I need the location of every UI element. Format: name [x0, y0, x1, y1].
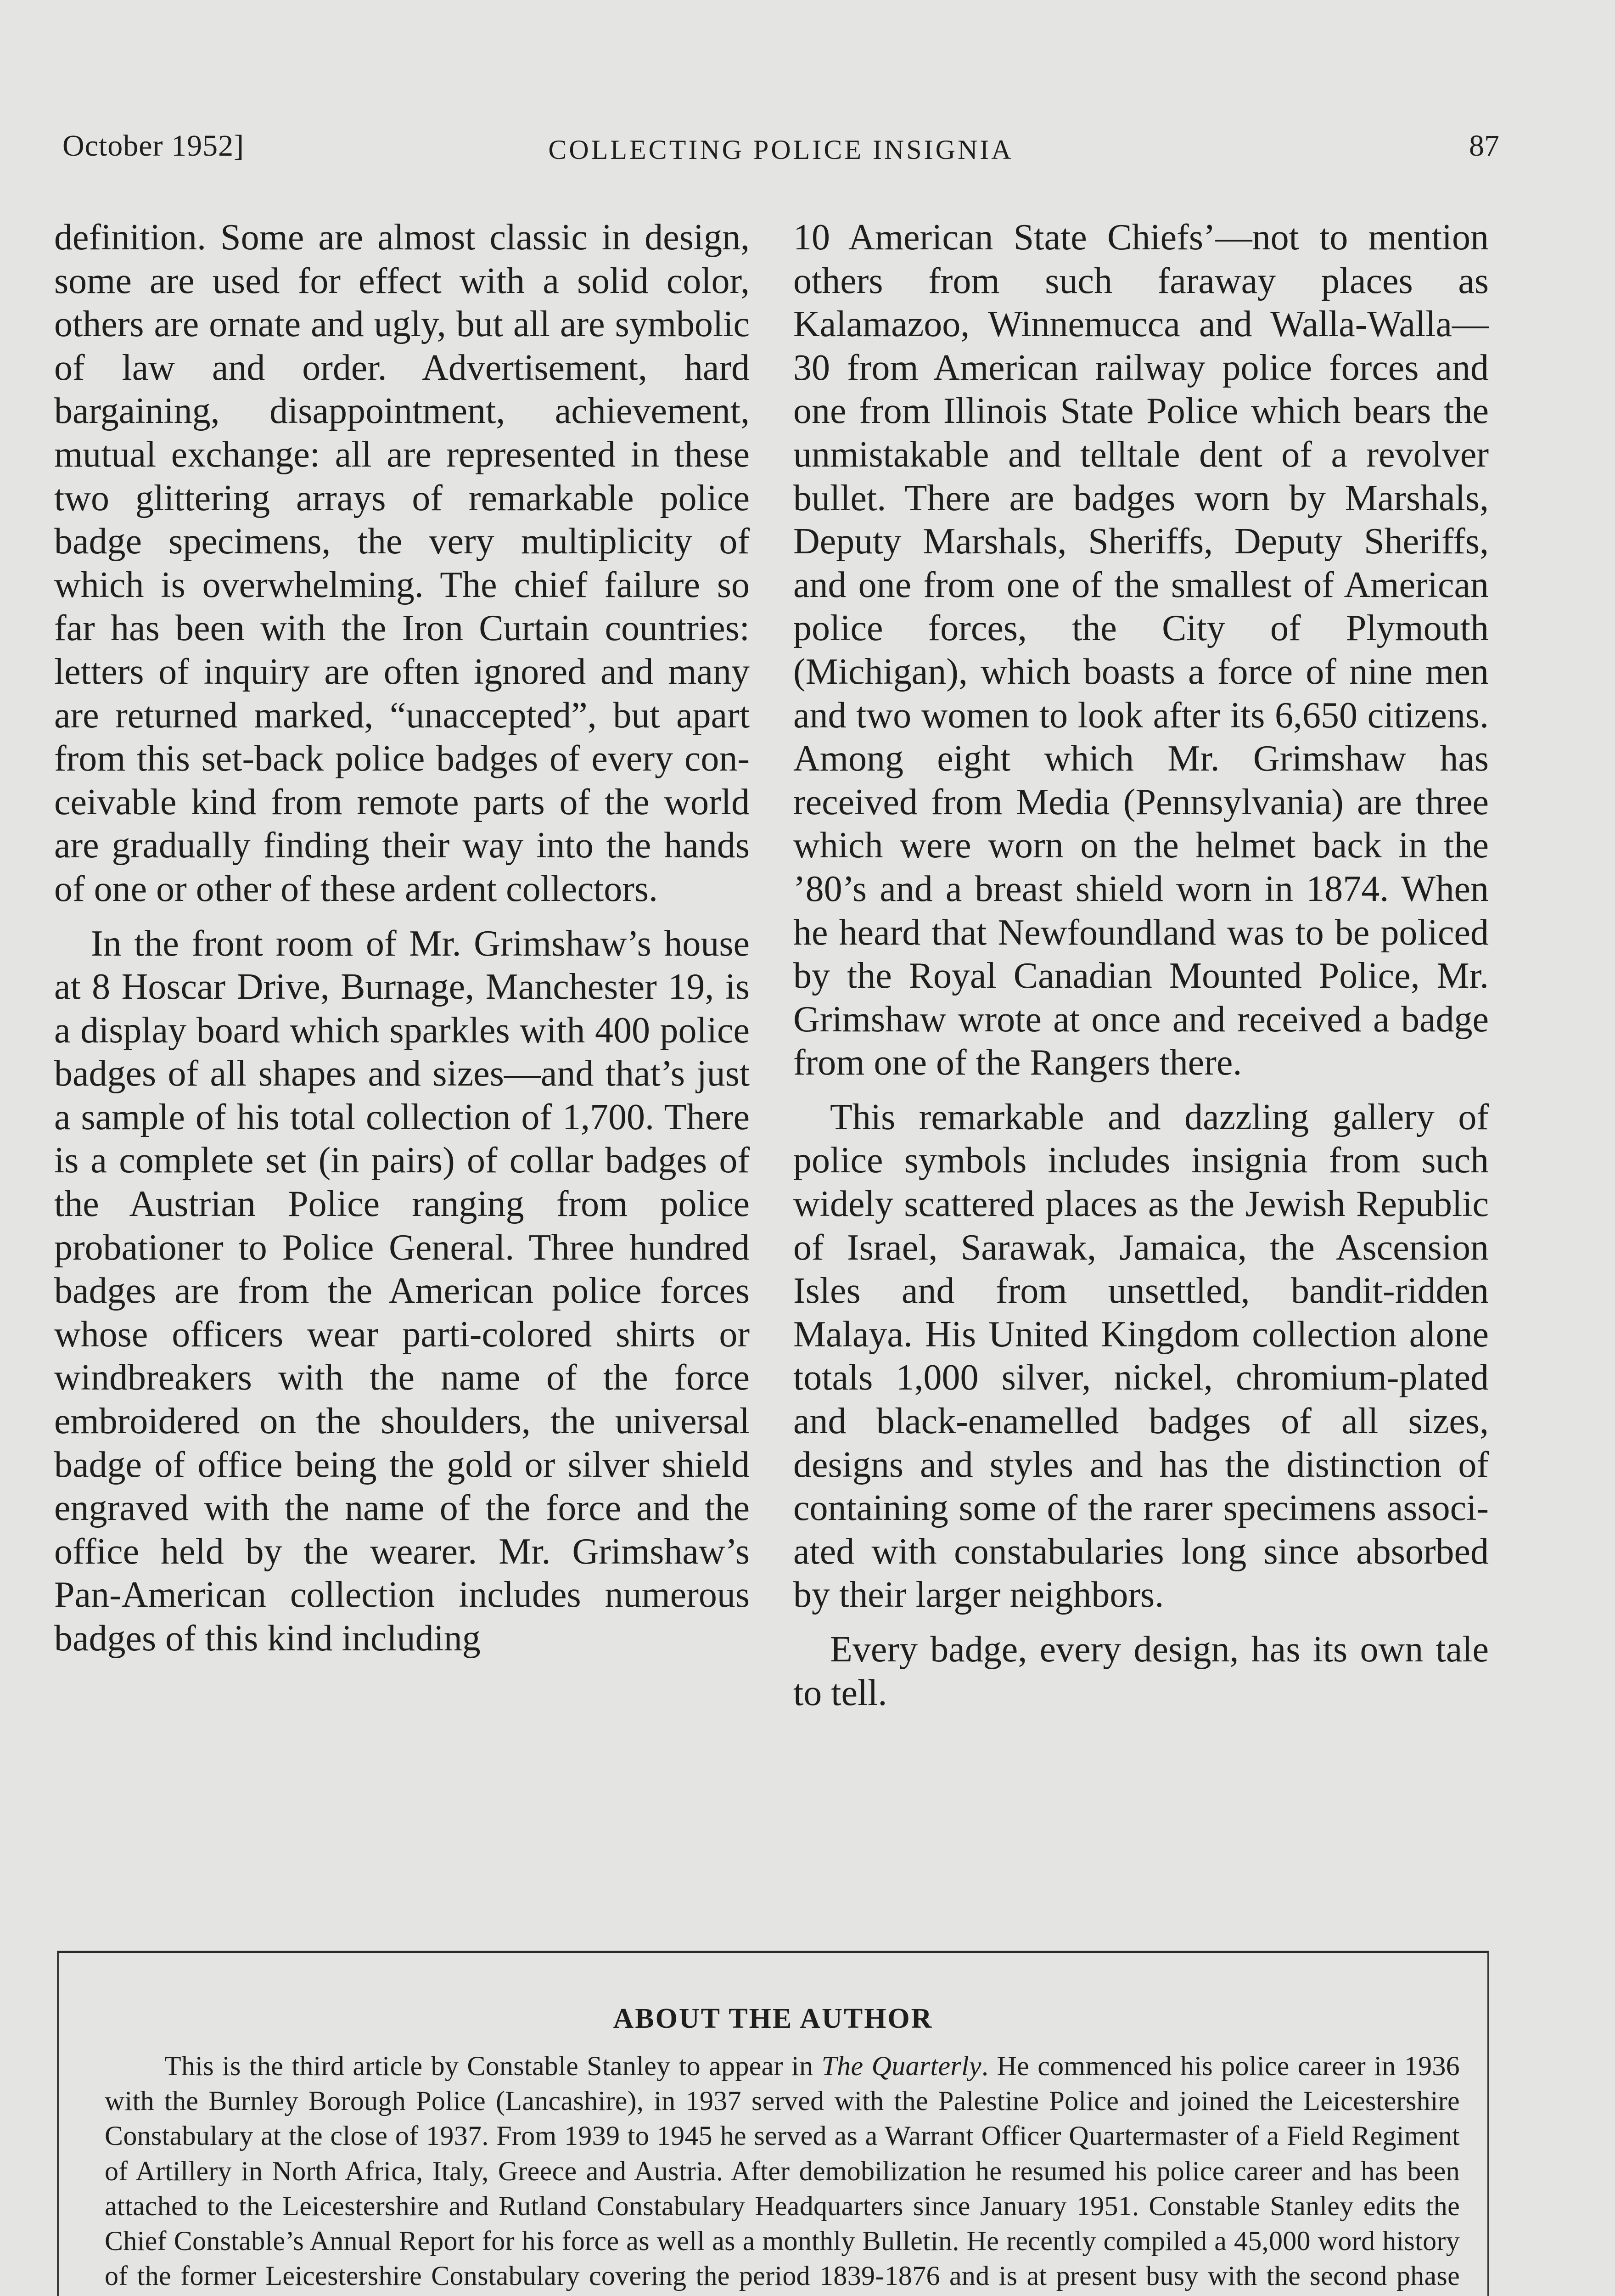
running-head [62, 124, 1499, 174]
left-column [54, 216, 750, 1660]
about-the-author-box [57, 1951, 1489, 2296]
author-bio-paragraph [105, 2048, 1460, 2296]
publication-title: The Quarterly [821, 2051, 981, 2081]
paragraph: This remarkable and dazzling gallery of police symbols includes insignia from such widely scattered places as the Jewish Republic of Israel, Sarawak, Jamaica, the Ascension Isles and from unsettled, bandit-ridden Malaya. His United Kingdom collection alone totals 1,000 silver, nickel, chromium-plated and black-enamelled badges of all sizes, designs and styles and has the distinction of containing some of the rarer specimens associated with constabularies long since absorbed by their larger neighbors. [793, 1097, 1489, 1615]
page-number: 87 [1469, 129, 1499, 163]
paragraph: definition. Some are almost classic in design, some are used for effect with a solid color, others are ornate and ugly, but all are symbolic of law and order. Advertisement, hard bargaining, disappointment, achievement, mutual exchange: all are represented in these two glittering arrays of remarkable police badge specimens, the very multiplicity of which is overwhelming. The chief failure so far has been with the Iron Curtain countries: letters of inquiry are often ignored and many are returned marked, “unaccepted”, but apart from this set-back police badges of every conceivable kind from remote parts of the world are gradually finding their way into the hands of one or other of these ardent collectors. [54, 217, 750, 909]
issue-date: October 1952] [62, 129, 245, 163]
running-title: COLLECTING POLICE INSIGNIA [548, 135, 1014, 165]
bio-text-start: This is the third article by Constable Stanley to appear in [164, 2051, 822, 2081]
bio-text-rest: . He commenced his police career in 1936 with the Burnley Borough Police (Lancashire), in 1937 served with the Palestine Police and joined the Leicestershire Constabulary at the close of 1937. From 1939 to 1945 he served as a Warrant Officer Quartermaster of a Field Regiment of Artillery in North Africa, Italy, Greece and Austria. After demobilization he resumed his police career and has been attached to the Leicestershire and Rutland Constabulary Headquarters since January 1951. Constable Stanley edits the Chief Constable’s Annual Report for his force as well as a monthly Bulletin. He recently compiled a 45,000 word history of the former Leicestershire Constabulary covering the period 1839-1876 and is at present busy with the second phase [105, 2051, 1460, 2291]
paragraph: Every badge, every design, has its own tale to tell. [793, 1629, 1489, 1713]
paragraph: 10 American State Chiefs’—not to mention others from such faraway places as Kalamazoo, Winnemucca and Walla-Walla—30 from American railway police forces and one from Illinois State Police which bears the unmistakable and telltale dent of a revolver bullet. There are badges worn by Marshals, Deputy Marshals, Sheriffs, Deputy Sheriffs, and one from one of the smallest of American police forces, the City of Plymouth (Michigan), which boasts a force of nine men and two women to look after its 6,650 citizens. Among eight which Mr. Grimshaw has received from Media (Pennsylvania) are three which were worn on the helmet back in the ’80’s and a breast shield worn in 1874. When he heard that Newfoundland was to be policed by the Royal Canadian Mounted Police, Mr. Grimshaw wrote at once and received a badge from one of the Rangers there. [793, 217, 1489, 1083]
paragraph: In the front room of Mr. Grimshaw’s house at 8 Hoscar Drive, Burnage, Manchester 19, is a display board which sparkles with 400 police badges of all shapes and sizes—and that’s just a sample of his total collection of 1,700. There is a complete set (in pairs) of collar badges of the Austrian Police ranging from police probationer to Police General. Three hundred badges are from the American police forces whose officers wear parti-colored shirts or windbreakers with the name of the force embroidered on the shoulders, the universal badge of office being the gold or silver shield engraved with the name of the force and the office held by the wearer. Mr. Grimshaw’s Pan-American collection includes numerous badges of this kind including [54, 923, 750, 1659]
author-bio [105, 2048, 1460, 2296]
article-body [54, 216, 1500, 1915]
author-box-heading: ABOUT THE AUTHOR [613, 2003, 933, 2034]
right-column [793, 216, 1489, 1715]
